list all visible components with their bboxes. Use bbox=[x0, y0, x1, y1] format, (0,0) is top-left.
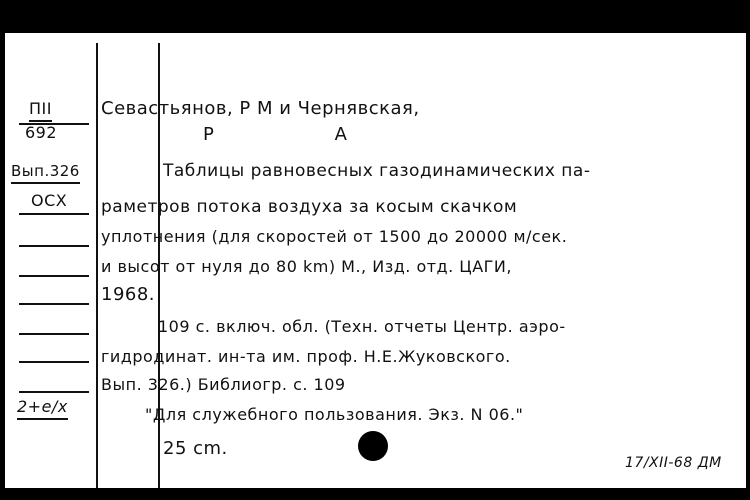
title-line-2: раметров потока воздуха за косым скачком bbox=[101, 197, 518, 217]
year-line: 1968. bbox=[101, 284, 156, 305]
margin-rule bbox=[19, 333, 89, 335]
shelf-mark: 2+е/х bbox=[17, 397, 68, 420]
title-line-1: Таблицы равновесных газодинамических па- bbox=[163, 161, 591, 181]
margin-rule bbox=[19, 275, 89, 277]
title-line-3: уплотнения (для скоростей от 1500 до 20000 м/сек. bbox=[101, 227, 568, 246]
imprint-line: и высот от нуля до 80 km) М., Изд. отд. ЦАГИ, bbox=[101, 257, 512, 276]
issue-number: Вып.326 bbox=[11, 161, 80, 184]
restriction-note: "Для служебного пользования. Экз. N 06." bbox=[145, 405, 524, 424]
margin-rule bbox=[19, 213, 89, 215]
collation-line-1: 109 с. включ. обл. (Техн. отчеты Центр. аэро- bbox=[158, 317, 566, 336]
corner-note: 17/XII-68 ДМ bbox=[625, 455, 722, 471]
size-line: 25 cm. bbox=[163, 438, 228, 459]
series-code: OCX bbox=[31, 191, 68, 210]
catalog-card bbox=[5, 33, 746, 488]
margin-rule bbox=[19, 245, 89, 247]
collation-line-2: гидродинат. ин-та им. проф. Н.Е.Жуковского. bbox=[101, 347, 511, 366]
class-code: ПII bbox=[29, 99, 52, 122]
ink-blot bbox=[358, 431, 388, 461]
author-line: Севастьянов, Р М и Чернявская, bbox=[101, 98, 420, 119]
catalog-number: 692 bbox=[25, 123, 58, 142]
author-initials-line: Р А bbox=[203, 124, 348, 145]
margin-rule bbox=[19, 303, 89, 305]
margin-rule bbox=[19, 361, 89, 363]
margin-rule-left bbox=[96, 43, 98, 488]
margin-rule bbox=[19, 391, 89, 393]
series-note-line: Вып. 326.) Библиогр. с. 109 bbox=[101, 375, 346, 394]
